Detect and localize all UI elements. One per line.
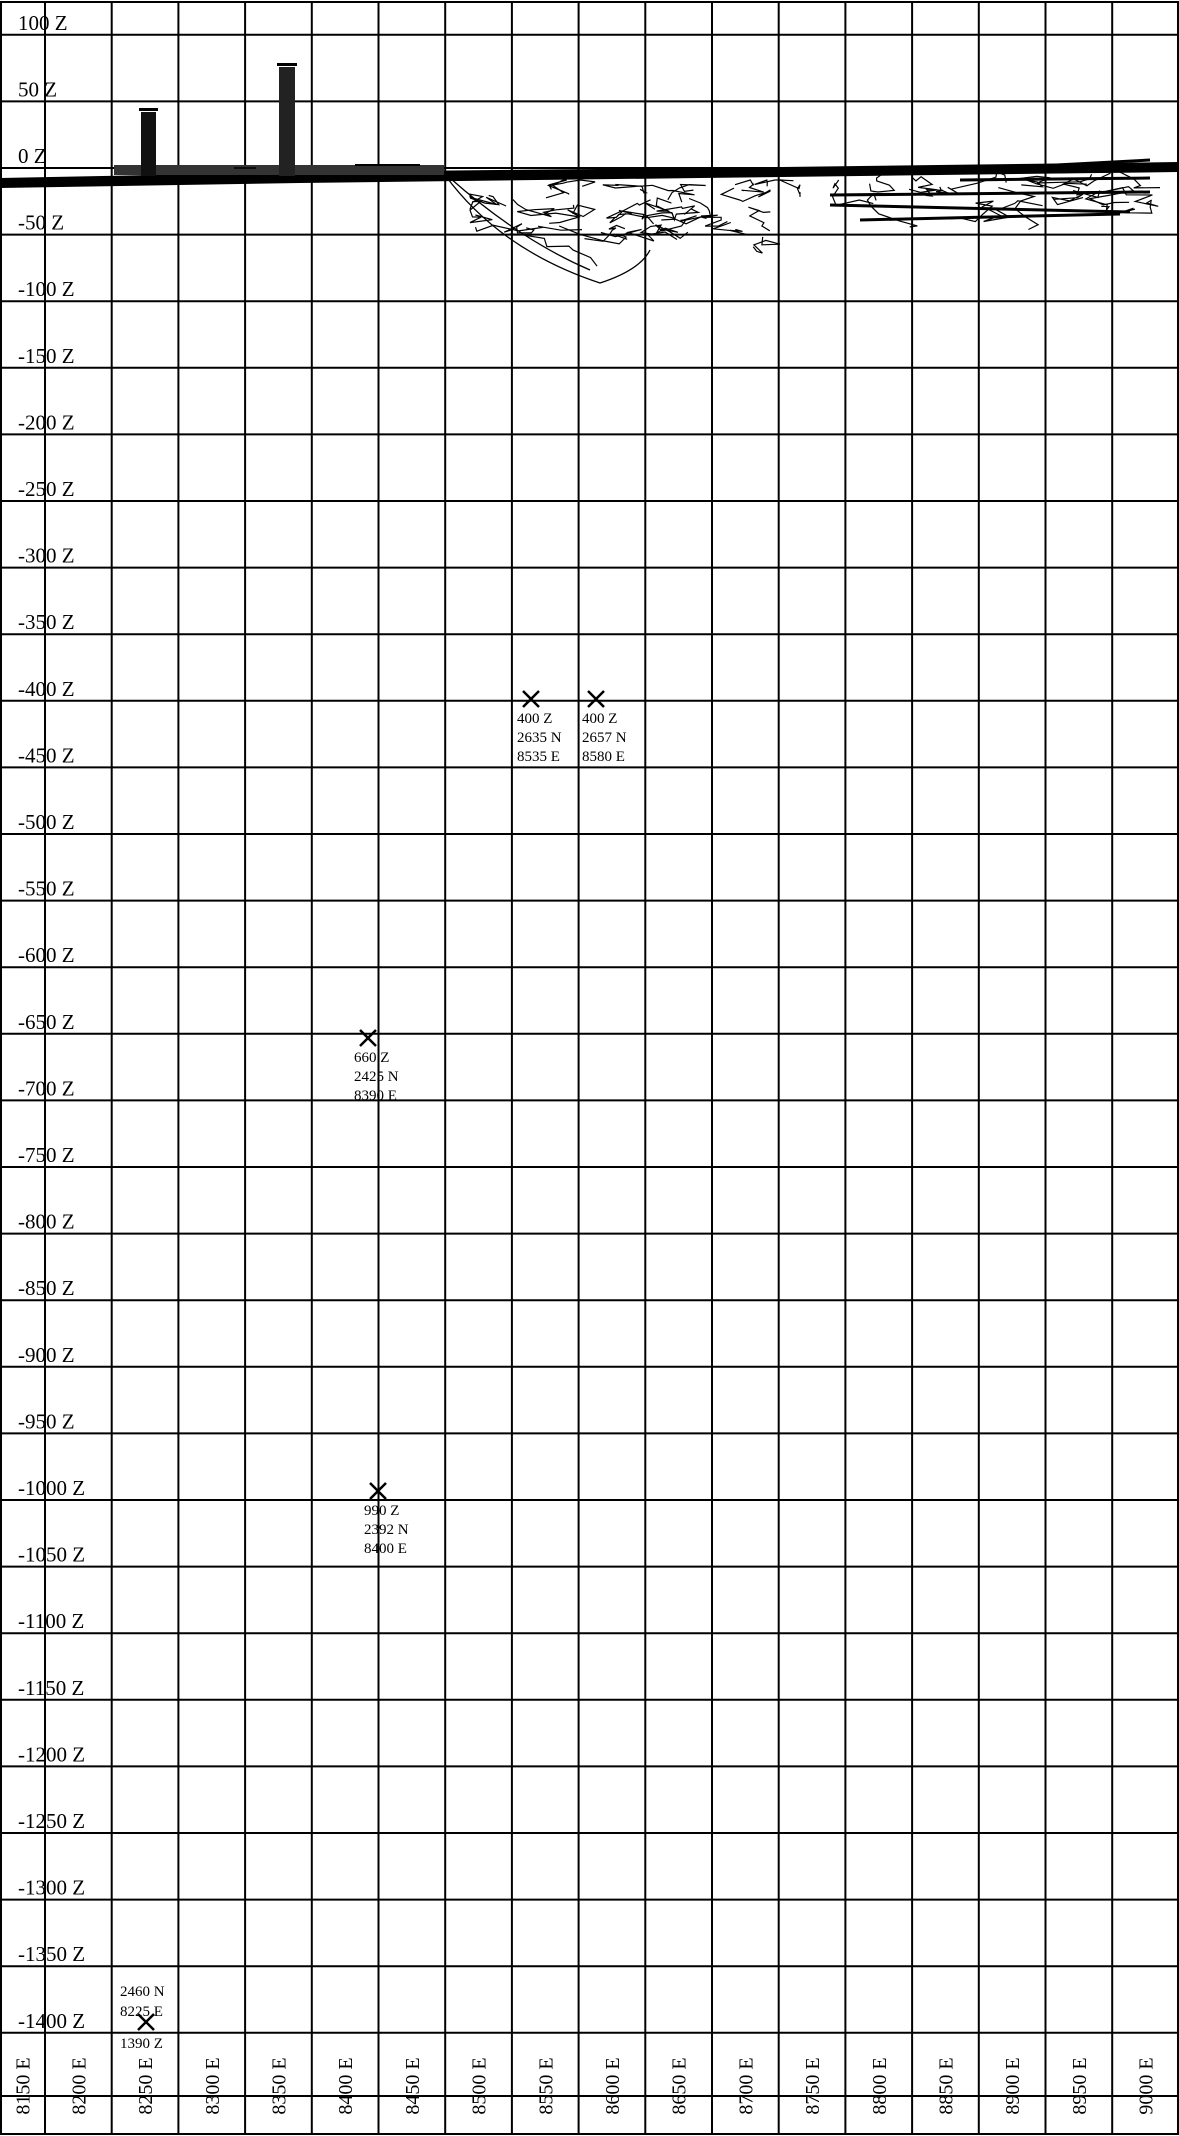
e-axis-label: 8900 E [1002, 2057, 1025, 2115]
marker-label: 1390 Z [120, 2036, 163, 2052]
marker-label: 2657 N [582, 730, 627, 746]
e-axis-label: 9000 E [1135, 2057, 1158, 2115]
z-axis-label: -200 Z [18, 410, 75, 435]
underground-working [748, 207, 770, 231]
e-axis-label: 8550 E [535, 2057, 558, 2115]
z-axis-label: -650 Z [18, 1009, 75, 1034]
underground-working [909, 177, 938, 193]
z-axis-label: -350 Z [18, 610, 75, 635]
e-axis-label: 8800 E [868, 2057, 891, 2115]
e-axis-label: 8750 E [802, 2057, 825, 2115]
e-axis-label: 8700 E [735, 2057, 758, 2115]
z-axis-label: -1150 Z [18, 1675, 85, 1700]
marker-label: 2460 N [120, 1984, 165, 2000]
z-axis-label: -500 Z [18, 810, 75, 834]
z-axis-label: 100 Z [18, 10, 68, 35]
marker-label: 2425 N [354, 1069, 399, 1085]
x-marker-icon [523, 691, 539, 707]
e-axis-label: 8600 E [601, 2057, 624, 2115]
headframe-1 [141, 112, 156, 176]
headframe-1-cap [139, 108, 158, 111]
e-axis-label: 8150 E [12, 2057, 35, 2115]
x-marker-icon [360, 1030, 376, 1046]
underground-working [753, 237, 780, 253]
e-axis-label: 8500 E [468, 2057, 491, 2115]
z-axis-label: 0 Z [18, 144, 47, 168]
e-axis-label: 8650 E [668, 2057, 691, 2115]
z-axis-label: -550 Z [18, 876, 75, 901]
marker-label: 2635 N [517, 730, 562, 746]
z-axis-label: -1250 Z [18, 1809, 86, 1833]
underground-working [622, 211, 675, 220]
z-axis-labels [18, 11, 85, 2033]
surface-workings [0, 63, 1179, 283]
z-axis-label: -1050 Z [18, 1542, 86, 1567]
headframe-2 [279, 67, 295, 176]
marker-label: 660 Z [354, 1050, 390, 1066]
underground-working [948, 172, 1007, 194]
z-axis-label: -450 Z [18, 743, 75, 768]
drillhole-marker [517, 691, 562, 765]
z-axis-label: -850 Z [18, 1276, 75, 1301]
marker-label: 8580 E [582, 749, 625, 765]
e-axis-label: 8250 E [135, 2057, 158, 2115]
z-axis-label: -950 Z [18, 1409, 75, 1434]
underground-level [960, 178, 1150, 180]
e-axis-label: 8450 E [401, 2057, 424, 2115]
z-axis-label: 50 Z [18, 77, 58, 102]
z-axis-label: -50 Z [18, 210, 65, 235]
underground-working [867, 194, 917, 227]
underground-working [701, 215, 727, 226]
z-axis-label: -800 Z [18, 1209, 75, 1234]
underground-working [735, 180, 764, 192]
e-axis-label: 8950 E [1068, 2057, 1091, 2115]
underground-working [510, 234, 597, 266]
marker-label: 8390 E [354, 1088, 397, 1104]
z-axis-label: -100 Z [18, 277, 75, 302]
e-axis-label: 8400 E [335, 2057, 358, 2115]
marker-label: 8400 E [364, 1541, 407, 1557]
drillhole-markers [120, 691, 627, 2052]
z-axis-label: -600 Z [18, 943, 75, 968]
x-marker-icon [588, 691, 604, 707]
grid [0, 2, 1179, 2134]
z-axis-label: -1200 Z [18, 1742, 86, 1767]
z-axis-label: -900 Z [18, 1342, 75, 1367]
underground-working [646, 215, 707, 224]
underground-working [1052, 194, 1083, 205]
z-axis-label: -1100 Z [18, 1609, 85, 1634]
drillhole-marker [120, 1984, 165, 2052]
z-axis-label: -150 Z [18, 343, 75, 368]
e-axis-label: 8300 E [201, 2057, 224, 2115]
e-axis-label: 8850 E [935, 2057, 958, 2115]
drillhole-marker [354, 1030, 399, 1104]
marker-label: 8225 E [120, 2004, 163, 2020]
marker-label: 8535 E [517, 749, 560, 765]
drillhole-marker [582, 691, 627, 765]
z-axis-label: -1400 Z [18, 2008, 86, 2033]
e-axis-label: 8350 E [268, 2057, 291, 2115]
z-axis-label: -300 Z [18, 543, 75, 568]
underground-working [833, 180, 874, 205]
marker-label: 400 Z [582, 711, 618, 727]
underground-working [780, 180, 800, 197]
z-axis-label: -1300 Z [18, 1875, 86, 1900]
drillhole-marker [364, 1483, 409, 1557]
headframe-2-cap [277, 63, 297, 66]
z-axis-label: -400 Z [18, 676, 75, 701]
z-axis-label: -1000 Z [18, 1476, 86, 1500]
marker-label: 2392 N [364, 1522, 409, 1538]
marker-label: 990 Z [364, 1503, 400, 1519]
underground-working [1097, 188, 1158, 207]
z-axis-label: -700 Z [18, 1076, 75, 1101]
z-axis-label: -250 Z [18, 477, 75, 501]
e-axis-labels [13, 2057, 1158, 2114]
marker-label: 400 Z [517, 711, 553, 727]
z-axis-label: -750 Z [18, 1143, 75, 1167]
e-axis-label: 8200 E [68, 2057, 91, 2115]
underground-working [713, 223, 749, 236]
z-axis-label: -1350 Z [18, 1942, 86, 1967]
underground-working [668, 185, 706, 200]
